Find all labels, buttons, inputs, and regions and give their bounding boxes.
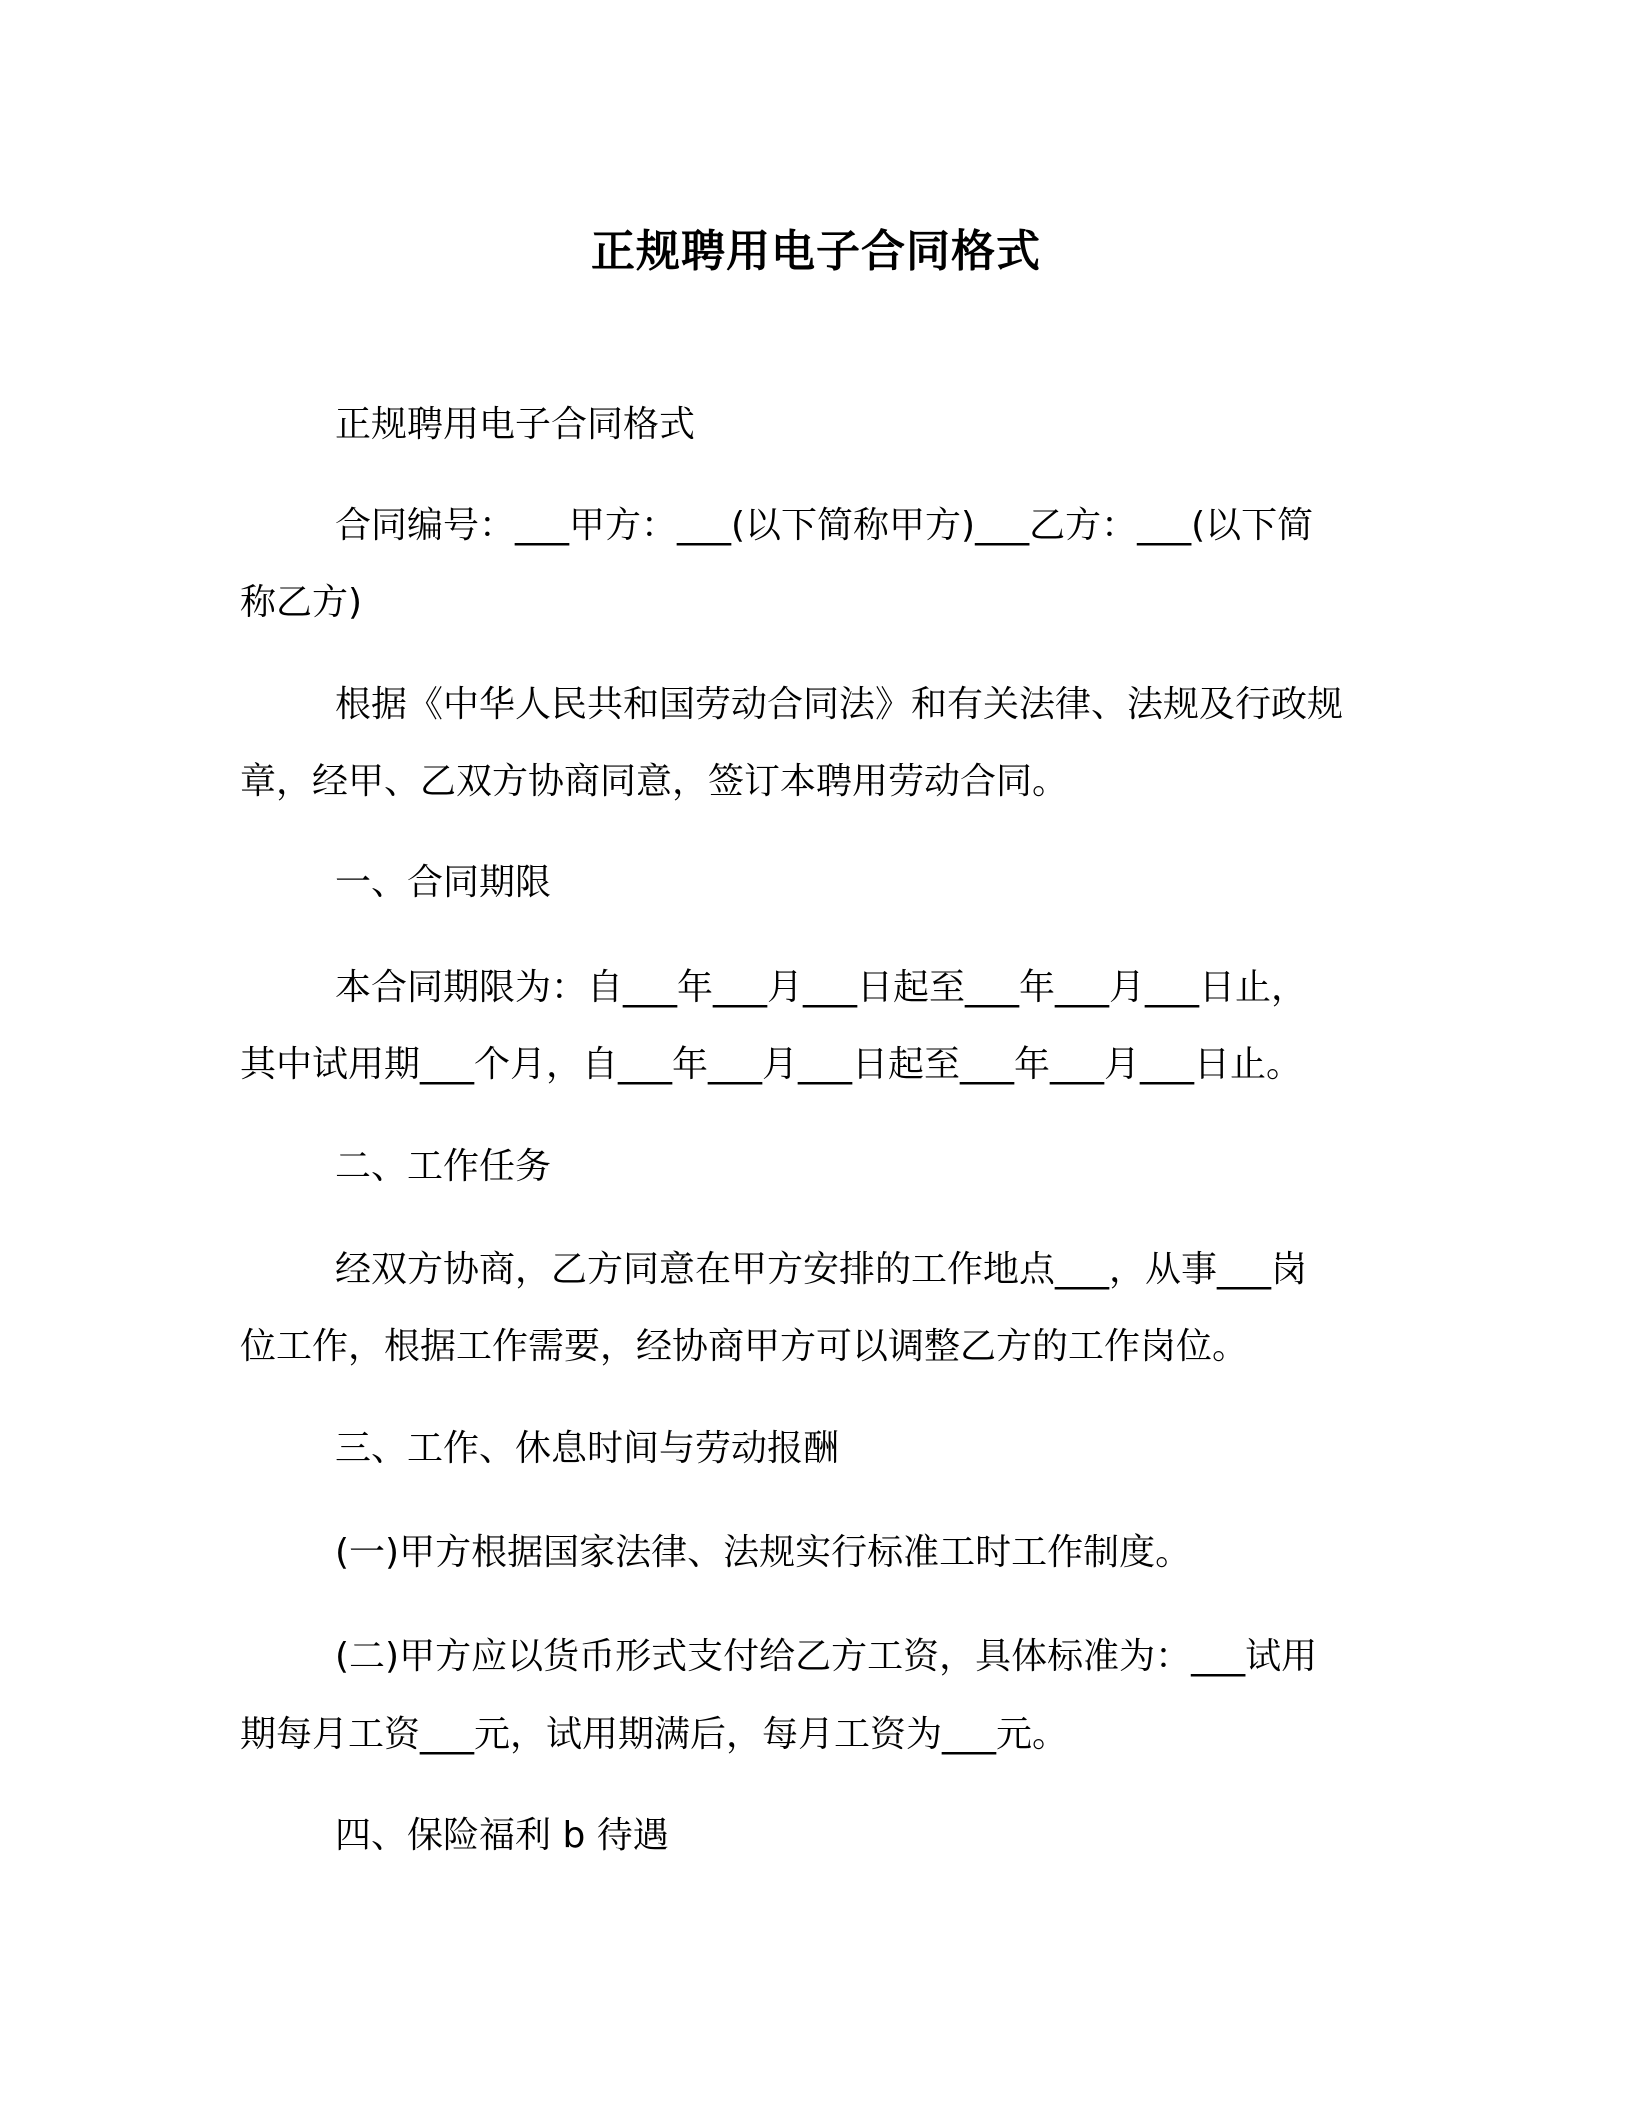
paragraph-term-line-2: 其中试用期___个月，自___年___月___日起至___年___月___日止。 <box>240 1044 1303 1085</box>
paragraph-contract-number-line-1: 合同编号：___甲方：___(以下简称甲方)___乙方：___(以下简 <box>335 505 1314 546</box>
paragraph-legal-basis-line-1: 根据《中华人民共和国劳动合同法》和有关法律、法规及行政规 <box>335 684 1344 725</box>
paragraph-job-line-2: 位工作，根据工作需要，经协商甲方可以调整乙方的工作岗位。 <box>240 1326 1249 1367</box>
section-heading-2: 二、工作任务 <box>335 1146 552 1187</box>
paragraph-working-hours: (一)甲方根据国家法律、法规实行标准工时工作制度。 <box>335 1532 1192 1573</box>
paragraph-contract-number-line-2: 称乙方) <box>240 582 363 623</box>
paragraph-term-line-1: 本合同期限为：自___年___月___日起至___年___月___日止， <box>335 967 1308 1008</box>
section-heading-3: 三、工作、休息时间与劳动报酬 <box>335 1428 840 1469</box>
document-title: 正规聘用电子合同格式 <box>591 226 1041 277</box>
paragraph-job-line-1: 经双方协商，乙方同意在甲方安排的工作地点___，从事___岗 <box>335 1249 1308 1290</box>
section-heading-1: 一、合同期限 <box>335 862 552 903</box>
subtitle: 正规聘用电子合同格式 <box>335 404 696 445</box>
paragraph-wages-line-2: 期每月工资___元，试用期满后，每月工资为___元。 <box>240 1714 1069 1755</box>
paragraph-legal-basis-line-2: 章，经甲、乙双方协商同意，签订本聘用劳动合同。 <box>240 761 1069 802</box>
section-heading-4: 四、保险福利 b 待遇 <box>335 1815 669 1856</box>
paragraph-wages-line-1: (二)甲方应以货币形式支付给乙方工资，具体标准为：___试用 <box>335 1636 1318 1677</box>
